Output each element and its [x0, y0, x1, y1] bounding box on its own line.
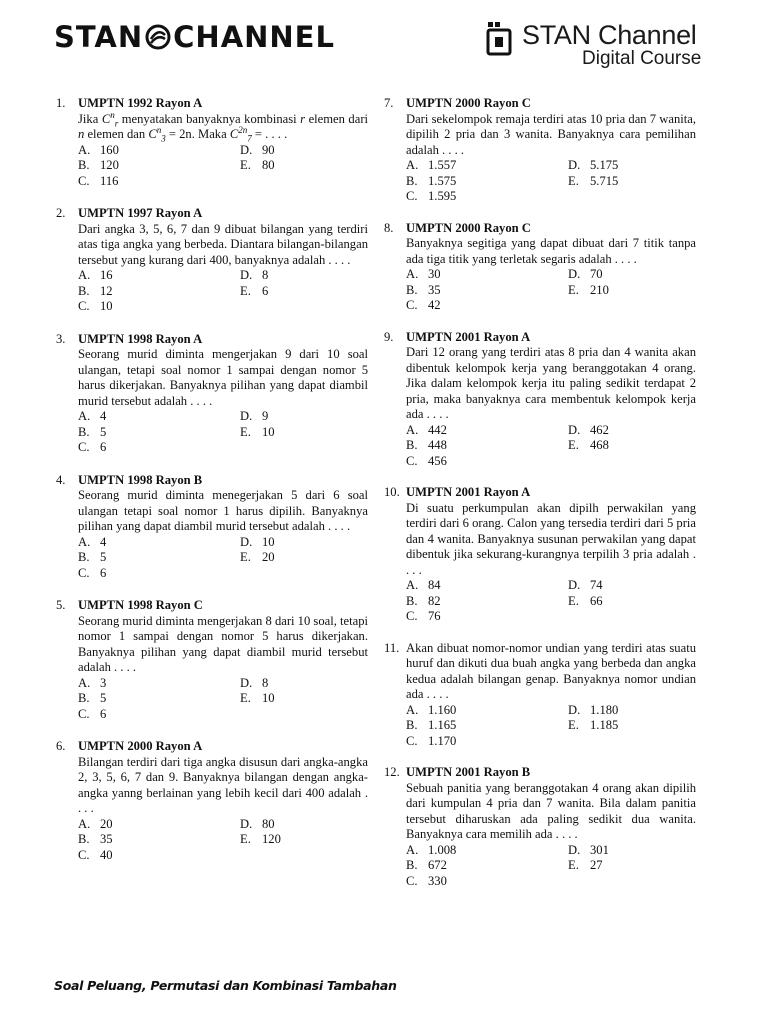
option-d: D. 1.180	[568, 702, 619, 717]
option-d: D. 5.175	[568, 158, 619, 172]
digital-course-brand	[486, 18, 726, 72]
option-b: B. 82	[406, 593, 441, 608]
option-a: A. 1.008	[406, 842, 457, 857]
option-d: D. 10	[240, 534, 275, 549]
question-1	[56, 96, 368, 189]
question-title: UMPTN 2001 Rayon B	[406, 765, 531, 779]
option-d: D. 74	[568, 578, 603, 592]
question-title: UMPTN 1998 Rayon C	[78, 598, 203, 612]
question-10: 10. UMPTN 2001 Rayon A Di suatu perkumpulan akan dipilh perwakilan yang terdiri dari 6 orang. Calon yang tersedia terdiri dari 5 pria dan 4 wanita. Banyaknya susunan perwakilan yang dapat dibentuk jika sekurang-kurangnya terpilih 3 pria adalah . . . . A. 84 D. 74 B. 82 E. 66 C. 76	[384, 485, 696, 623]
question-title: UMPTN 2000 Rayon C	[406, 220, 531, 235]
option-d: D. 8	[240, 268, 269, 282]
option-a: A. 1.557	[406, 158, 457, 172]
answer-options	[406, 843, 696, 890]
question-text: Dari 12 orang yang terdiri atas 8 pria dan 4 wanita akan dibentuk kelompok kerja yang beranggotakan 4 orang. Jika dalam kelompok kerja itu paling sedikit terdapat 2 pria, maka banyaknya cara membentuk kelompok kerja ada . . . .	[406, 345, 696, 421]
option-a: A. 3	[78, 675, 107, 690]
math-c-2n-7: $C^{2n}_7$	[229, 124, 252, 144]
option-b: B. 5	[78, 550, 107, 564]
question-title: UMPTN 1997 Rayon A	[78, 206, 203, 220]
question-title: UMPTN 2001 Rayon A	[406, 329, 531, 344]
answer-options	[406, 267, 696, 314]
question-11: 11. Akan dibuat nomor-nomor undian yang terdiri atas suatu huruf dan dikuti dua buah angka yang berbeda dan angka kedua adalah bilangan genap. Banyaknya nomor undian ada . . . . A. 1.160 D. 1.180 B. 1.165 E. 1.185 C. 1.170	[384, 640, 696, 748]
question-5: 5. UMPTN 1998 Rayon C Seorang murid diminta mengerjakan 8 dari 10 soal, tetapi nomor 1 sampai dengan nomor 5 harus dikerjakan. Banyaknya pilihan yang dapat diambil murid tersebut adalah . . . . A. 3 D. 8 B. 5 E. 10 C. 6	[56, 598, 368, 721]
question-6: 6. UMPTN 2000 Rayon A Bilangan terdiri dari tiga angka disusun dari angka-angka 2, 3, 5, 6, 7 dan 9. Banyaknya bilangan dengan angka-angka yanng berlainan yang lebih kecil dari 400 adalah . . . . A. 20 D. 80 B. 35 E. 120 C. 40	[56, 739, 368, 862]
option-e: E. 210	[568, 282, 609, 297]
brand-title: STAN Channel	[522, 20, 697, 50]
question-title: UMPTN 1998 Rayon A	[78, 331, 203, 346]
option-e: E. 80	[240, 158, 275, 172]
option-b: B. 35	[78, 832, 113, 846]
question-text: Di suatu perkumpulan akan dipilh perwakilan yang terdiri dari 6 orang. Calon yang tersedia terdiri dari 5 pria dan 4 wanita. Banyaknya susunan perwakilan yang dapat dibentuk jika sekurang-kurangnya terpilih 3 pria adalah . . . .	[406, 500, 696, 577]
option-e: E. 120	[240, 832, 281, 846]
option-c: C. 330	[406, 873, 447, 888]
option-e: E. 27	[568, 858, 603, 872]
option-e: E. 1.185	[568, 718, 619, 732]
option-c: C. 1.170	[406, 733, 457, 748]
option-a: A. 442	[406, 422, 447, 437]
question-9: 9. UMPTN 2001 Rayon A Dari 12 orang yang terdiri atas 8 pria dan 4 wanita akan dibentuk kelompok kerja yang beranggotakan 4 orang. Jika dalam kelompok kerja itu paling sedikit terdapat 2 pria, maka banyaknya cara membentuk kelompok kerja ada . . . . A. 442 D. 462 B. 448 E. 468 C. 456	[384, 329, 696, 468]
question-text: Banyaknya segitiga yang dapat dibuat dari 7 titik tanpa ada tiga titik yang terletak segaris adalah . . . .	[406, 236, 696, 266]
option-c: C. 6	[78, 706, 107, 721]
option-e: E. 10	[240, 424, 275, 439]
page-footer: Soal Peluang, Permutasi dan Kombinasi Tambahan	[54, 978, 397, 993]
question-text: Seorang murid diminta menegerjakan 5 dari 6 soal ulangan tetapi soal nomor 1 harus dipilih. Banyaknya pilihan yang dapat diambil murid tersebut adalah . . . .	[78, 488, 368, 533]
question-7: 7. UMPTN 2000 Rayon C Dari sekelompok remaja terdiri atas 10 pria dan 7 wanita, dipilih 2 pria dan 3 wanita. Banyaknya cara pemilihan adalah . . . . A. 1.557 D. 5.175 B. 1.575 E. 5.715 C. 1.595	[384, 96, 696, 203]
question-text: Dari angka 3, 5, 6, 7 dan 9 dibuat bilangan yang terdiri atas tiga angka yang berbeda. Diantara bilangan-bilangan tersebut yang kurang dari 400, banyaknya adalah . . . .	[78, 221, 368, 267]
option-a: A. 160	[78, 142, 119, 157]
option-b: B. 5	[78, 691, 107, 705]
option-c: C. 1.595	[406, 189, 457, 203]
option-a: A. 84	[406, 578, 441, 592]
logo-emblem-icon	[145, 24, 171, 50]
logo-word-stan: STAN	[54, 20, 144, 54]
question-text: Jika $C^n_r$ menyatakan banyaknya kombinasi r elemen dari n elemen dan $C^n_3 = 2n$. Maka $C^{2n}_7$ = . . . .	[78, 109, 369, 144]
option-e: E. 468	[568, 438, 609, 452]
option-d: D. 90	[240, 142, 275, 157]
option-b: B. 120	[78, 158, 119, 172]
answer-options	[78, 817, 368, 864]
answer-options	[78, 535, 368, 582]
left-column	[56, 96, 368, 863]
option-b: B. 5	[78, 424, 107, 439]
answer-options	[78, 143, 368, 190]
option-c: C. 116	[78, 173, 119, 188]
brand-mark-icon	[486, 22, 516, 56]
option-d: D. 80	[240, 816, 275, 831]
answer-options	[78, 268, 368, 315]
answer-options	[406, 423, 696, 470]
option-b: B. 1.165	[406, 718, 457, 732]
option-a: A. 30	[406, 267, 441, 281]
option-c: C. 6	[78, 440, 107, 454]
math-c-n-3: $C^n_3$	[148, 124, 166, 144]
question-title: UMPTN 2000 Rayon C	[406, 96, 531, 110]
option-d: D. 462	[568, 422, 609, 437]
option-b: B. 1.575	[406, 173, 457, 188]
option-a: A. 4	[78, 409, 107, 423]
stan-channel-logo	[54, 20, 335, 54]
option-c: C. 42	[406, 298, 441, 312]
answer-options	[78, 676, 368, 723]
question-2: 2. UMPTN 1997 Rayon A Dari angka 3, 5, 6, 7 dan 9 dibuat bilangan yang terdiri atas tiga angka yang berbeda. Diantara bilangan-bilangan tersebut yang kurang dari 400, banyaknya adalah . . . . A. 16 D. 8 B. 12 E. 6 C. 10	[56, 206, 368, 313]
page-header	[0, 0, 768, 80]
question-text: Seorang murid diminta mengerjakan 9 dari 10 soal ulangan, tetapi soal nomor 1 sampai dengan nomor 5 harus dikerjakan. Banyaknya pilihan yang dapat diambil murid tersebut adalah . . . .	[78, 347, 368, 408]
question-title: UMPTN 1998 Rayon B	[78, 472, 203, 487]
logo-word-channel: CHANNEL	[173, 20, 335, 54]
question-number: 1.	[56, 96, 66, 110]
option-a: A. 20	[78, 816, 113, 831]
question-title: UMPTN 1992 Rayon A	[78, 96, 203, 110]
option-d: D. 70	[568, 267, 603, 281]
math-c-n-r: $C^n_r$	[101, 109, 119, 129]
question-4: 4. UMPTN 1998 Rayon B Seorang murid diminta menegerjakan 5 dari 6 soal ulangan tetapi soal nomor 1 harus dipilih. Banyaknya pilihan yang dapat diambil murid tersebut adalah . . . . A. 4 D. 10 B. 5 E. 20 C. 6	[56, 472, 368, 580]
question-text: Bilangan terdiri dari tiga angka disusun dari angka-angka 2, 3, 5, 6, 7 dan 9. Banyaknya bilangan dengan angka-angka yanng berlainan yang lebih kecil dari 400 adalah . . . .	[78, 754, 368, 815]
question-title: UMPTN 2000 Rayon A	[78, 739, 203, 753]
option-e: E. 20	[240, 550, 275, 564]
option-e: E. 10	[240, 691, 275, 705]
option-b: B. 35	[406, 282, 441, 297]
question-text: Akan dibuat nomor-nomor undian yang terdiri atas suatu huruf dan dikuti dua buah angka yang berbeda dan angka kedua adalah bilangan genap. Banyaknya nomor undian ada . . . .	[406, 640, 696, 701]
option-d: D. 301	[568, 842, 609, 857]
answer-options	[406, 158, 696, 205]
question-title: UMPTN 2001 Rayon A	[406, 485, 531, 499]
option-e: E. 5.715	[568, 173, 619, 188]
option-d: D. 8	[240, 675, 269, 690]
brand-subtitle: Digital Course	[582, 48, 702, 69]
option-c: C. 6	[78, 565, 107, 580]
option-c: C. 456	[406, 453, 447, 468]
option-b: B. 12	[78, 283, 113, 298]
question-12: 12. UMPTN 2001 Rayon B Sebuah panitia yang beranggotakan 4 orang akan dipilih dari kumpulan 4 pria dan 7 wanita. Bila dalam panitia tersebut diharuskan ada paling sedikit dua wanita. Banyaknya cara memilih ada . . . . A. 1.008 D. 301 B. 672 E. 27 C. 330	[384, 765, 696, 888]
option-c: C. 76	[406, 609, 441, 623]
answer-options	[78, 409, 368, 456]
question-3: 3. UMPTN 1998 Rayon A Seorang murid diminta mengerjakan 9 dari 10 soal ulangan, tetapi soal nomor 1 sampai dengan nomor 5 harus dikerjakan. Banyaknya pilihan yang dapat diambil murid tersebut adalah . . . . A. 4 D. 9 B. 5 E. 10 C. 6	[56, 331, 368, 454]
option-e: E. 6	[240, 283, 269, 298]
option-e: E. 66	[568, 593, 603, 608]
right-column	[384, 96, 696, 889]
answer-options	[406, 578, 696, 625]
option-b: B. 448	[406, 438, 447, 452]
option-a: A. 4	[78, 534, 107, 549]
option-a: A. 1.160	[406, 702, 457, 717]
option-c: C. 40	[78, 847, 113, 862]
question-text: Sebuah panitia yang beranggotakan 4 orang akan dipilih dari kumpulan 4 pria dan 7 wanita. Bila dalam panitia tersebut diharuskan ada paling sedikit dua wanita. Banyaknya cara memilih ada . . . .	[406, 780, 696, 841]
option-d: D. 9	[240, 409, 269, 423]
option-a: A. 16	[78, 268, 113, 282]
answer-options	[406, 703, 696, 750]
question-text: Seorang murid diminta mengerjakan 8 dari 10 soal, tetapi nomor 1 sampai dengan nomor 5 harus dikerjakan. Banyaknya pilihan yang dapat diambil murid tersebut adalah . . . .	[78, 613, 368, 674]
question-text: Dari sekelompok remaja terdiri atas 10 pria dan 7 wanita, dipilih 2 pria dan 3 wanita. Banyaknya cara pemilihan adalah . . . .	[406, 111, 696, 157]
question-8: 8. UMPTN 2000 Rayon C Banyaknya segitiga yang dapat dibuat dari 7 titik tanpa ada tiga titik yang terletak segaris adalah . . . . A. 30 D. 70 B. 35 E. 210 C. 42	[384, 220, 696, 312]
option-b: B. 672	[406, 858, 447, 872]
option-c: C. 10	[78, 299, 113, 313]
